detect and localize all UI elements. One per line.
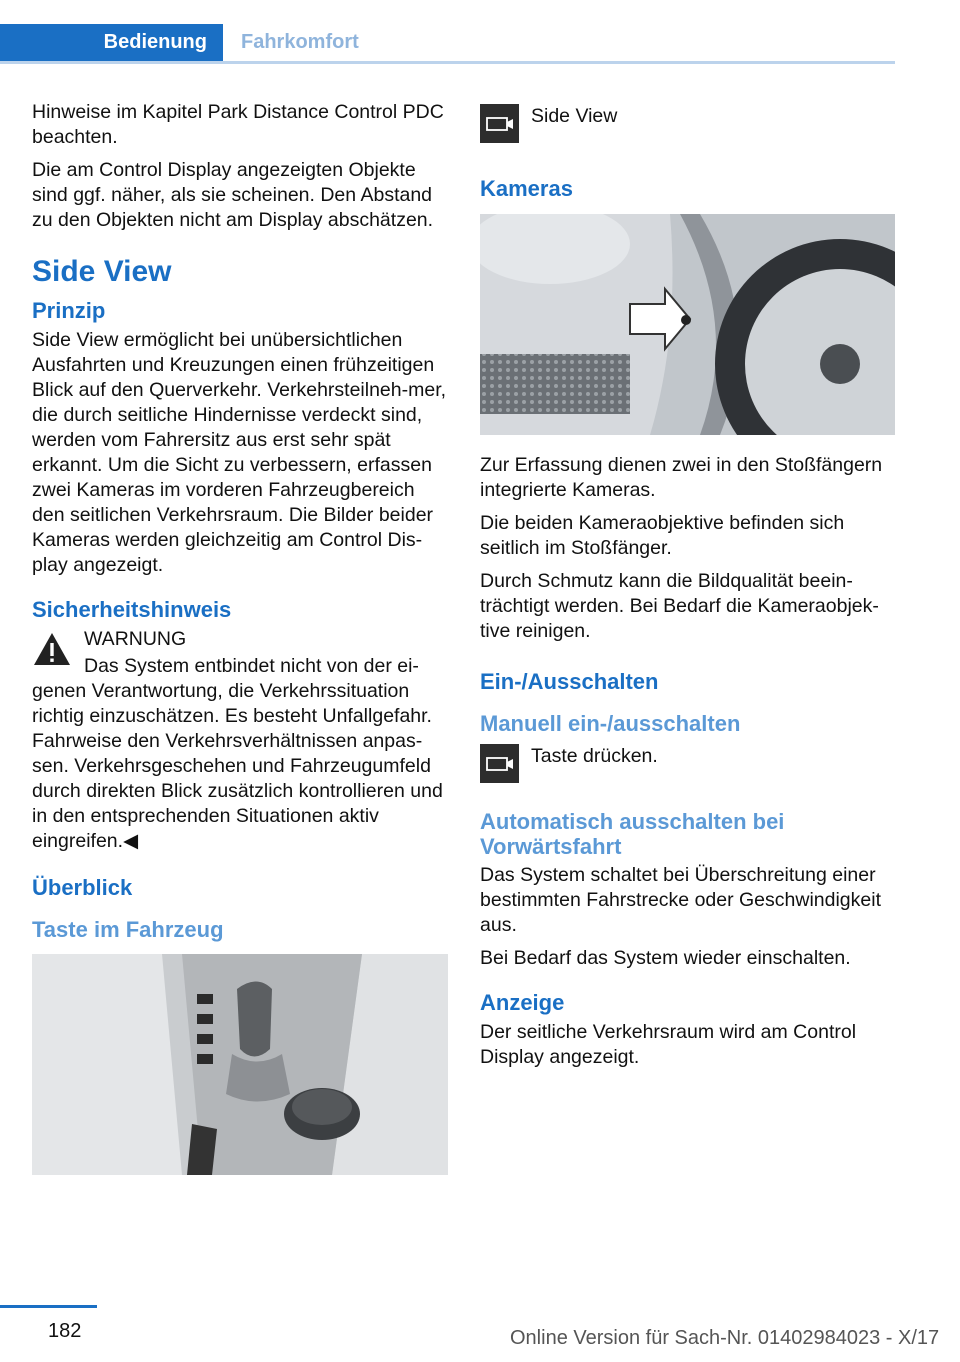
button-heading: Taste im Fahrzeug [32, 917, 224, 942]
cameras-text-2: Die beiden Kameraobjektive befinden sich seitlich im Stoßfänger. [480, 512, 845, 559]
onoff-heading: Ein-/Ausschalten [480, 669, 659, 694]
warning-label: WARNUNG [84, 628, 187, 650]
prinzip-text: Side View ermöglicht bei unübersichtlichen Ausfahrten und Kreuzungen einen frühzeitigen Blick auf den Querverkehr. Verkehrsteilneh-mer, die durch seitliche Hindernisse verdeckt sind, werden vom Fahrersitz aus erst sehr spät erkannt. Um die Sicht zu verbessern, erfassen zwei Kameras im vorderen Fahrzeugbereich den seitlichen Verkehrsraum. Die Bilder beider Kameras werden gleichzeitig am Control Dis-play angezeigt. [32, 329, 447, 576]
tab-bedienung[interactable]: Bedienung [0, 24, 223, 61]
warning-block [32, 627, 448, 856]
side-view-icon-caption: Side View [531, 105, 618, 127]
auto-text-2: Bei Bedarf das System wieder einschalten. [480, 947, 851, 969]
side-view-icon-row [480, 100, 896, 147]
center-console-photo [32, 954, 448, 1175]
cameras-heading: Kameras [480, 176, 573, 201]
prinzip-heading: Prinzip [32, 298, 106, 323]
online-version-note: Online Version für Sach-Nr. 01402984023 - X/17 [510, 1327, 940, 1349]
manual-button-row [480, 740, 896, 787]
side-view-camera-icon [480, 104, 519, 143]
cameras-text-1: Zur Erfassung dienen zwei in den Stoßfängern integrierte Kameras. [480, 454, 883, 501]
warning-text: Das System entbindet nicht von der ei-genen Verantwortung, die Verkehrssituation richtig einzuschätzen. Es besteht Unfallgefahr. Fahrweise den Verkehrsverhältnissen anpas-sen. Verkehrsgeschehen und Fahrzeugumfeld durch direkten Blick zusätzlich kontrollieren und in den entsprechenden Situationen aktiv eingreifen.◀ [32, 655, 443, 852]
warning-triangle-icon [32, 631, 72, 667]
intro-paragraph-1: Hinweise im Kapitel Park Distance Control PDC beachten. [32, 101, 444, 148]
left-column [32, 100, 448, 1175]
display-heading: Anzeige [480, 990, 565, 1015]
display-text: Der seitliche Verkehrsraum wird am Control Display angezeigt. [480, 1021, 857, 1068]
right-column [480, 100, 896, 1078]
footer-divider [0, 1305, 97, 1308]
manual-text: Taste drücken. [531, 745, 658, 767]
section-title: Side View [32, 255, 172, 288]
bumper-camera-photo [480, 214, 895, 435]
tab-bar [0, 24, 895, 64]
overview-heading: Überblick [32, 875, 133, 900]
safety-heading: Sicherheitshinweis [32, 597, 232, 622]
manual-heading: Manuell ein-/ausschalten [480, 711, 741, 736]
auto-heading: Automatisch ausschalten bei Vorwärtsfahrt [480, 809, 785, 859]
intro-paragraph-2: Die am Control Display angezeigten Objekte sind ggf. näher, als sie scheinen. Den Abstand zu den Objekten nicht am Display abschätzen. [32, 159, 434, 231]
auto-text-1: Das System schaltet bei Überschreitung einer bestimmten Fahrstrecke oder Geschwindigkeit aus. [480, 864, 881, 936]
side-view-button-icon [480, 744, 519, 783]
page-number: 182 [48, 1320, 82, 1342]
tab-fahrkomfort[interactable]: Fahrkomfort [241, 31, 359, 53]
tab-divider [0, 61, 895, 64]
cameras-text-3: Durch Schmutz kann die Bildqualität beein-trächtigt werden. Bei Bedarf die Kameraobjek-tive reinigen. [480, 570, 879, 642]
